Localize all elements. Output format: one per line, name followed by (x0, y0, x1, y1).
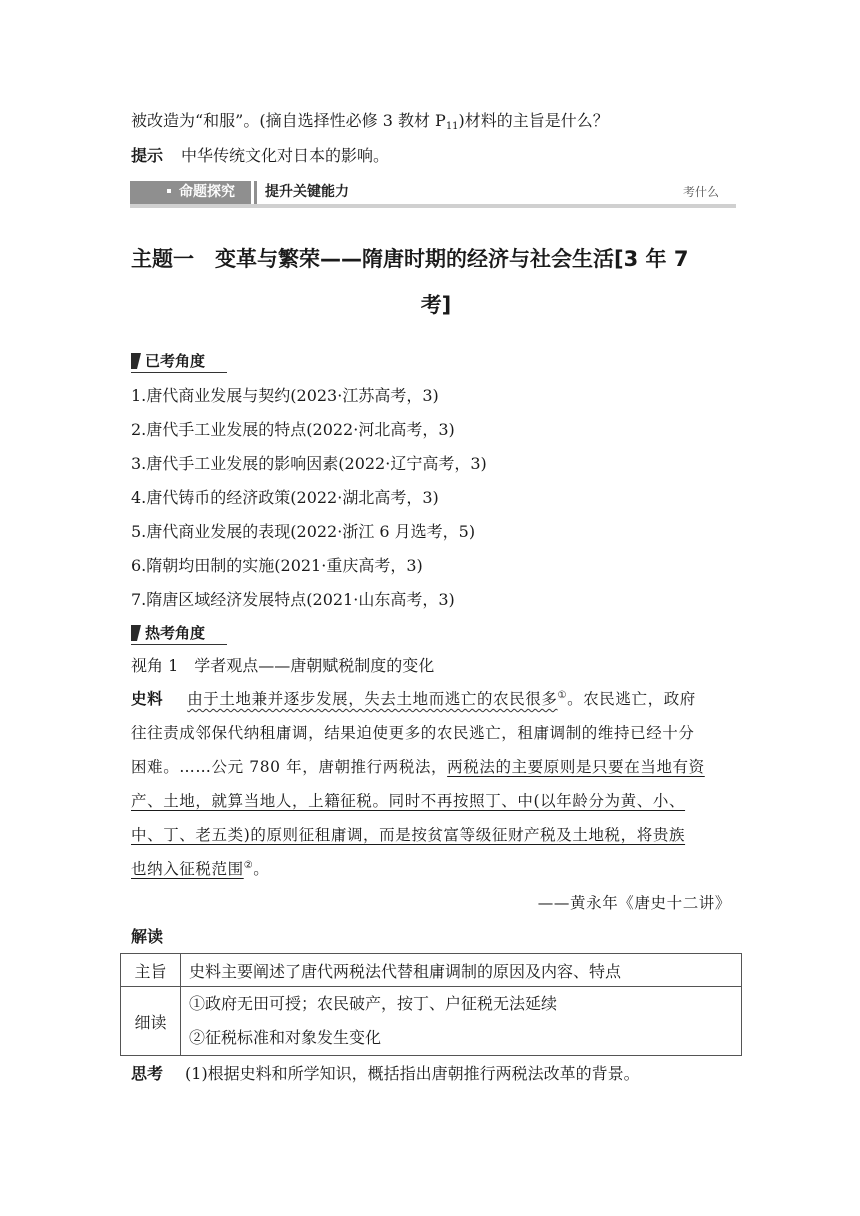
think-label: 思考 (131, 1064, 164, 1083)
table-key-cell: 细读 (121, 987, 181, 1056)
source-line-5 (131, 825, 731, 845)
heading-underline (131, 644, 227, 645)
source-underlined-text: 产、土地，就算当地人，上籍征税。同时不再按照丁、中(以年龄分为黄、小、 (131, 792, 686, 810)
source-text: 。农民逃亡，政府 (567, 690, 696, 708)
examined-item: 5.唐代商业发展的表现(2022·浙江 6 月选考，5) (131, 522, 476, 541)
table-value-cell (181, 987, 742, 1056)
source-text: 。 (253, 860, 270, 878)
table-row (121, 954, 742, 987)
hot-heading-label: 热考角度 (145, 624, 206, 642)
think-text: (1)根据史料和所学知识，概括指出唐朝推行两税法改革的背景。 (185, 1064, 640, 1083)
intro-text-b: )材料的主旨是什么？ (458, 111, 609, 130)
hint-label: 提示 (131, 146, 164, 165)
hint-text: 中华传统文化对日本的影响。 (181, 146, 390, 165)
source-line-4 (131, 791, 731, 811)
table-value-line: ②征税标准和对象发生变化 (189, 1028, 382, 1047)
source-underlined-text: 中、丁、老五类)的原则征租庸调，而是按贫富等级征财产税及土地税，将贵族 (131, 826, 686, 844)
source-underlined-text: 两税法的主要原则是只要在当地有资 (447, 758, 705, 776)
table-value-cell: 史料主要阐述了唐代两税法代替租庸调制的原因及内容、特点 (181, 954, 742, 987)
source-wavy-text: 由于土地兼并逐步发展，失去土地而逃亡的农民很多 (187, 690, 558, 708)
bullet-icon (167, 189, 171, 193)
table-row (121, 987, 742, 1056)
banner-right-label: 考什么 (682, 185, 719, 199)
reading-label (131, 927, 742, 947)
examined-item: 6.隋朝均田制的实施(2021·重庆高考，3) (131, 556, 423, 575)
heading-marker-icon (131, 625, 141, 641)
think-line (131, 1064, 742, 1084)
heading-marker-icon (131, 353, 141, 369)
source-line-3 (131, 757, 731, 777)
footnote-marker: ② (243, 859, 254, 871)
examined-item: 7.隋唐区域经济发展特点(2021·山东高考，3) (131, 590, 455, 609)
intro-question (131, 111, 742, 131)
examined-item: 2.唐代手工业发展的特点(2022·河北高考，3) (131, 420, 455, 439)
banner-left (130, 181, 251, 204)
banner-middle (254, 181, 739, 204)
source-line-6 (131, 859, 731, 879)
banner-left-label: 命题探究 (179, 184, 235, 200)
source-line-1 (131, 689, 731, 709)
topic-title-line2: 考] (420, 293, 452, 317)
examined-heading-label: 已考角度 (145, 352, 206, 370)
examined-item: 3.唐代手工业发展的影响因素(2022·辽宁高考，3) (131, 454, 487, 473)
section-banner (130, 181, 736, 204)
footnote-marker: ① (557, 689, 568, 701)
source-label: 史料 (131, 690, 164, 708)
hint-line (131, 146, 742, 166)
reading-label-text: 解读 (131, 927, 164, 946)
intro-subscript: 11 (445, 121, 459, 132)
reading-table (120, 953, 742, 1056)
source-text: 困难。……公元 780 年，唐朝推行两税法， (131, 758, 448, 776)
banner-underline (130, 204, 736, 208)
intro-text-a: 被改造为“和服”。(摘自选择性必修 3 教材 P (131, 111, 446, 130)
hot-heading (131, 624, 227, 642)
angle-title: 视角 1 学者观点——唐朝赋税制度的变化 (131, 656, 435, 675)
banner-middle-label: 提升关键能力 (265, 184, 349, 200)
heading-underline (131, 372, 227, 373)
examined-item: 1.唐代商业发展与契约(2023·江苏高考，3) (131, 386, 439, 405)
source-attribution: ——黄永年《唐史十二讲》 (537, 894, 731, 912)
examined-item: 4.唐代铸币的经济政策(2022·湖北高考，3) (131, 488, 439, 507)
table-value-line: ①政府无田可授；农民破产，按丁、户征税无法延续 (189, 994, 558, 1013)
topic-title-line1: 主题一 变革与繁荣——隋唐时期的经济与社会生活[3 年 7 (131, 247, 689, 271)
source-underlined-text: 也纳入征税范围 (131, 860, 244, 878)
source-line-2: 往往责成邻保代纳租庸调，结果迫使更多的农民逃亡，租庸调制的维持已经十分 (131, 724, 695, 742)
examined-heading (131, 352, 227, 370)
table-key-cell: 主旨 (121, 954, 181, 987)
